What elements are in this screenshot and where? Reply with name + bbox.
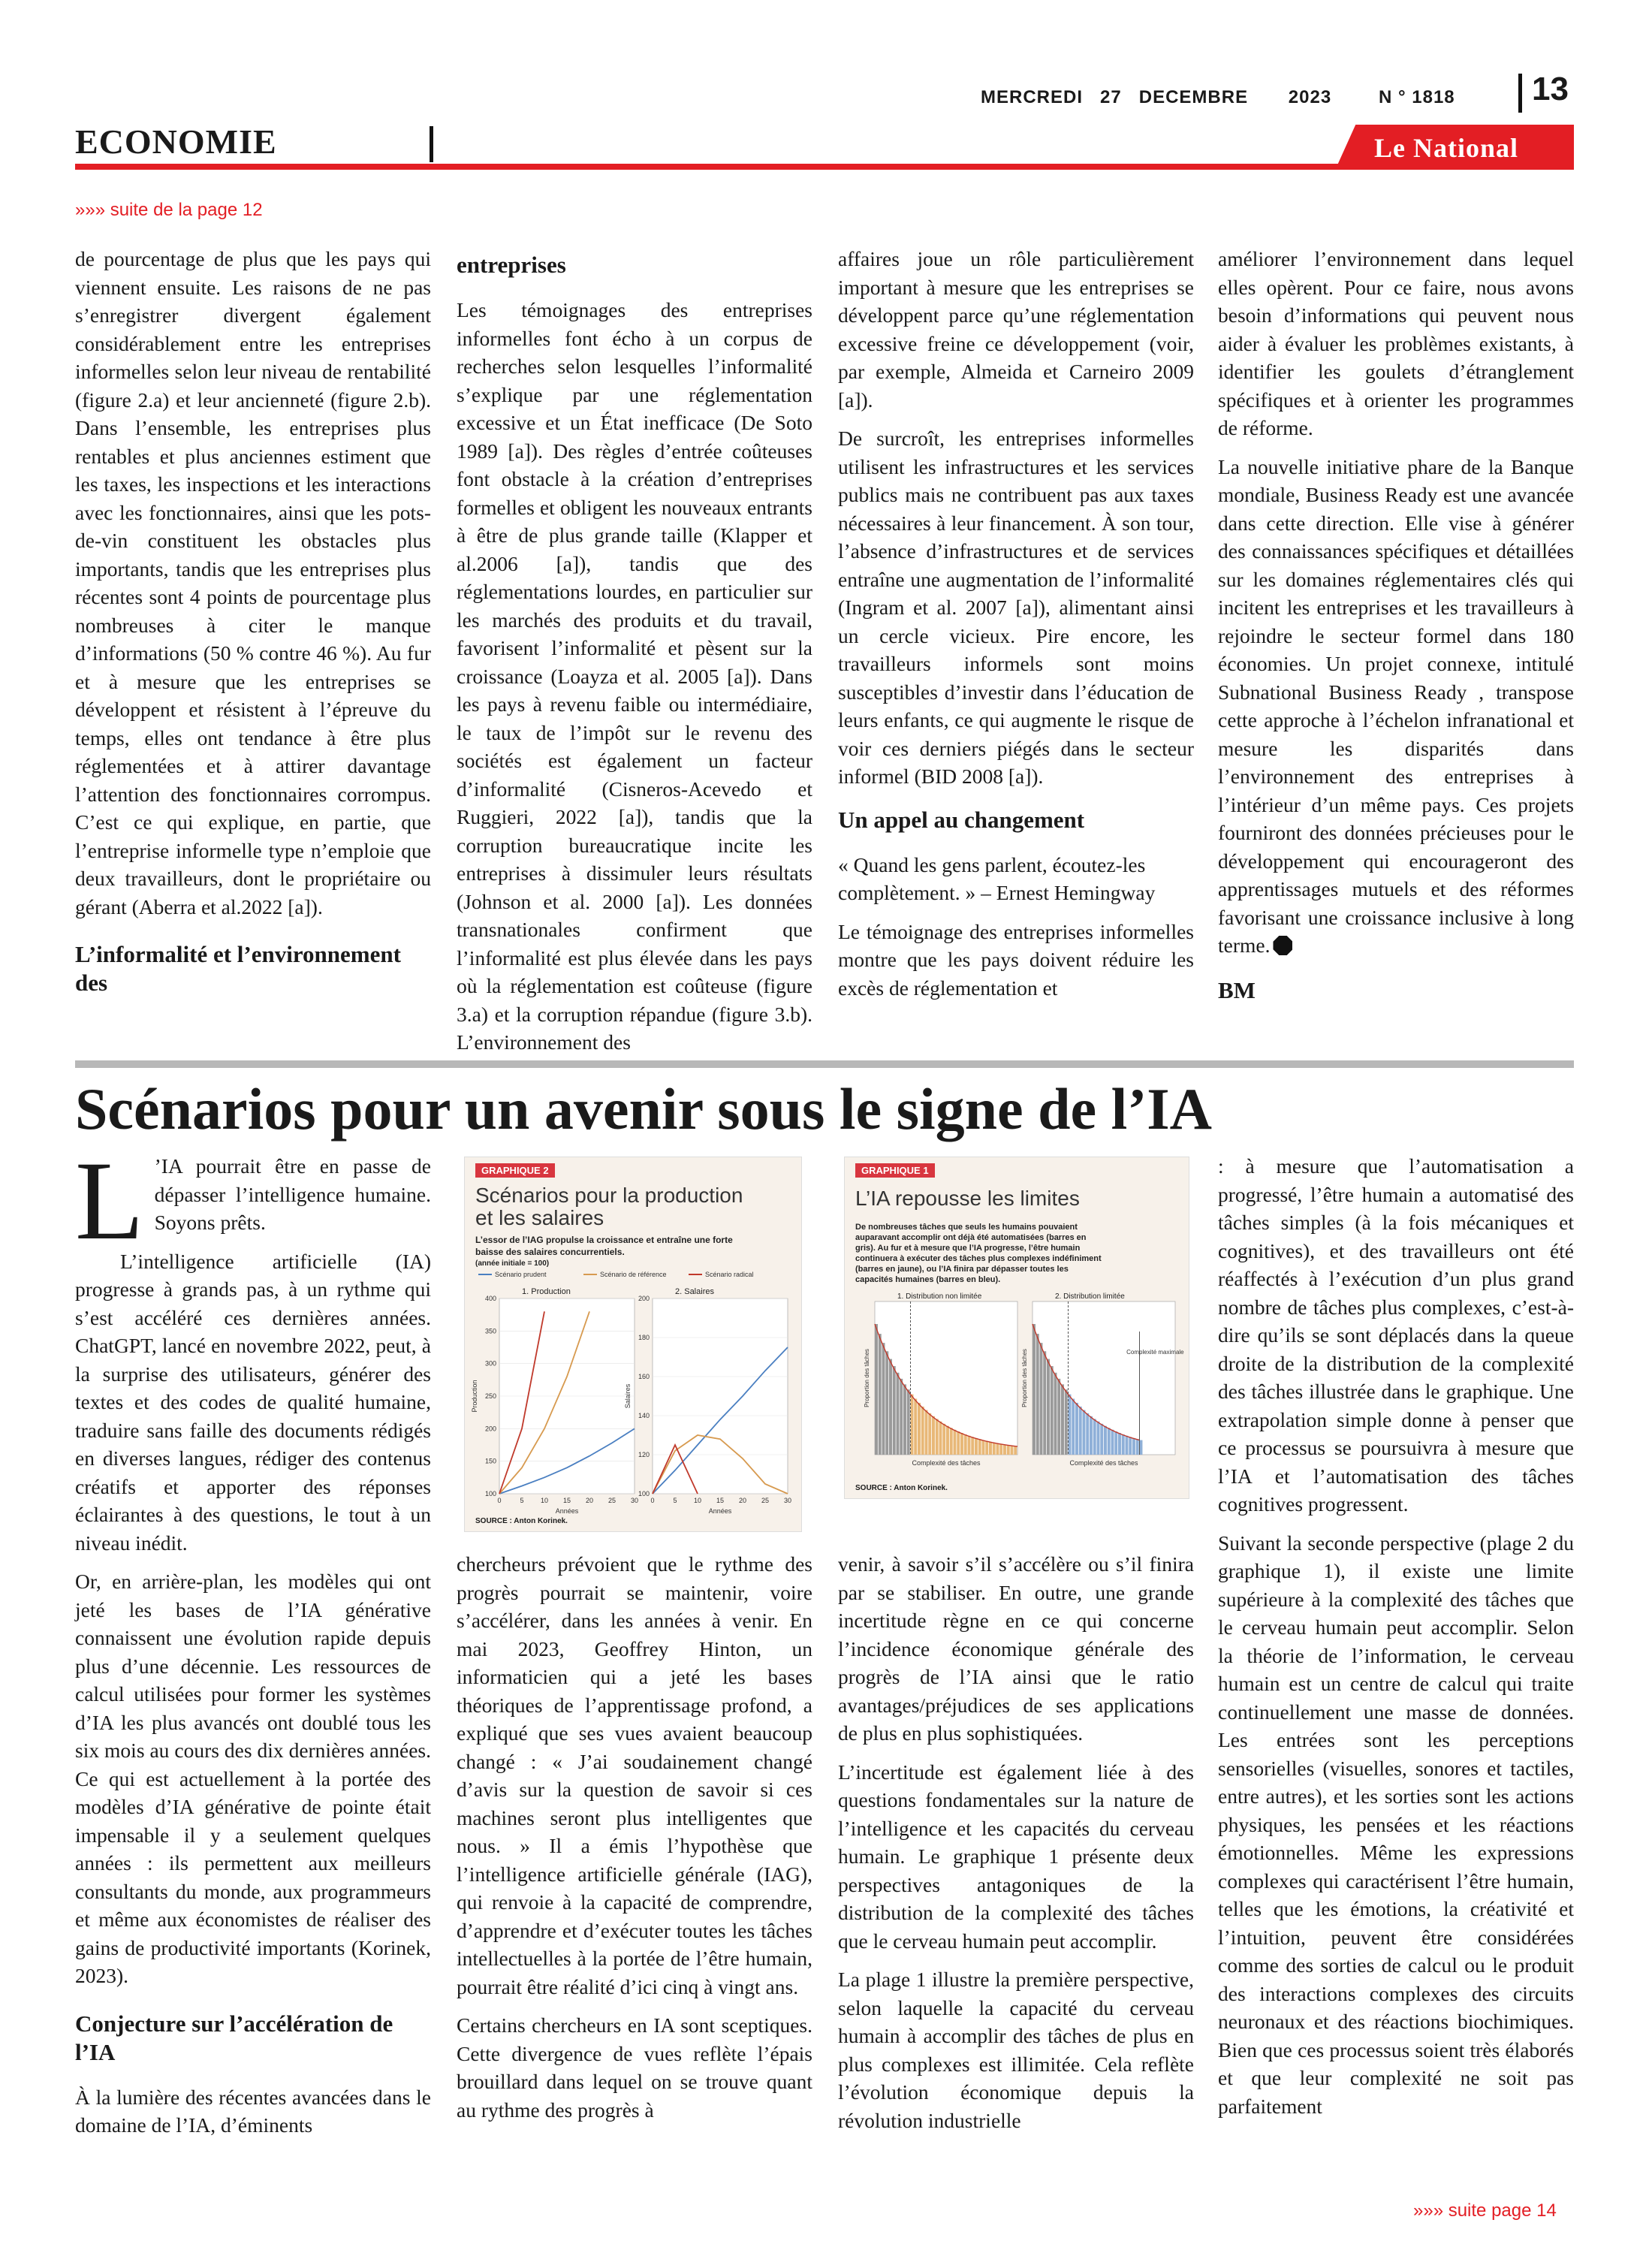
article1-column-3 bbox=[838, 245, 1194, 1012]
figure1-chart bbox=[845, 1289, 1189, 1499]
distribution-bar bbox=[1100, 1424, 1103, 1455]
subheading: Un appel au changement bbox=[838, 806, 1085, 833]
distribution-bar bbox=[1072, 1398, 1075, 1455]
x-axis-label: Complexité des tâches bbox=[1069, 1459, 1138, 1467]
distribution-bar bbox=[879, 1334, 882, 1455]
distribution-bar bbox=[1140, 1440, 1143, 1455]
distribution-bar bbox=[950, 1428, 953, 1455]
limit-label: Complexité maximale bbox=[1126, 1349, 1184, 1356]
article2-column-4 bbox=[1218, 1152, 1574, 2131]
section-title: ECONOMIE bbox=[75, 122, 277, 161]
distribution-bar bbox=[1003, 1444, 1006, 1455]
section-divider bbox=[430, 126, 433, 162]
distribution-bar bbox=[900, 1379, 903, 1455]
subtitle-line: capacités humaines (barres en bleu). bbox=[855, 1275, 1001, 1284]
x-tick-label: 15 bbox=[562, 1497, 571, 1504]
distribution-bar bbox=[975, 1438, 978, 1455]
subheading: L’informalité et l’environnement des bbox=[75, 941, 401, 996]
paragraph: Suivant la seconde perspective (plage 2 du graphique 1), il existe une limite supérieure à la complexité des tâches que le cerveau humain peut accomplir. Selon la théorie de l’information, le cerveau humain est un centre de calcul qui traite continuellement une masse de données. Les entrées sont les perceptions sensorielles (visuelles, sonores et tactiles, entre autres), et les sorties sont les actions physiques, les pensées et les réactions émotionnelles. Même les expressions complexes qui caractérisent l’être humain, telles que les émotions, la créativité et l’intuition, peuvent être considérées comme des sorties de calcul ou le produit des interactions complexes des circuits neuronaux et des réactions biochimiques. Bien que ces processus soient très élaborés et que leur complexité ne soit pas parfaitement bbox=[1218, 1531, 1574, 2118]
paragraph: améliorer l’environnement dans lequel elles opèrent. Pour ce faire, nous avons besoin d’informations qui peuvent nous aider à évaluer les problèmes existants, à identifier les goulets d’étranglement spécifiques et à orienter les programmes de réforme. bbox=[1218, 247, 1574, 439]
paragraph: venir, à savoir s’il s’accélère ou s’il finira par se stabiliser. En outre, une grande incertitude règne en ce qui concerne l’incidence économique générale des progrès de l’IA ainsi que le ratio avantages/préjudices de ses applications de plus en plus sophistiquées. bbox=[838, 1552, 1194, 1745]
subheading: Conjecture sur l’accélération de l’IA bbox=[75, 2010, 393, 2065]
article1-column-1 bbox=[75, 245, 431, 1014]
paragraph: L’incertitude est également liée à des questions fondamentales sur la nature de l’intelligence et les capacités du cerveau humain. Le graphique 1 présente deux perspectives antagoniques de la distribution de la complexité des tâches que le cerveau humain peut accomplir. bbox=[838, 1760, 1194, 1953]
distribution-bar bbox=[914, 1398, 917, 1455]
distribution-bar bbox=[957, 1431, 960, 1455]
distribution-bar bbox=[1097, 1422, 1100, 1455]
x-tick-label: 0 bbox=[497, 1497, 502, 1504]
paragraph: de pourcentage de plus que les pays qui viennent ensuite. Les raisons de ne pas s’enregistrer divergent également considérablement entre les entreprises informelles selon leur niveau de rentabilité (figure 2.a) et leur ancienneté (figure 2.b). Dans l’ensemble, les entreprises plus rentables et plus anciennes estiment que les taxes, les inspections et les interactions avec les fonctionnaires, ainsi que les pots-de-vin constituent les obstacles plus importants, tandis que les entreprises plus récentes sont 4 points de pourcentage plus nombreuses à citer le manque d’informations (50 % contre 46 %). Au fur et à mesure que les entreprises se développent et résistent à l’épreuve du temps, elles ont tendance à être plus réglementées et à attirer davantage l’attention des fonctionnaires corrompus. C’est ce qui explique, en partie, que l’entreprise informelle type n’emploie que deux travailleurs, dont le propriétaire ou gérant (Aberra et al.2022 [a]). bbox=[75, 247, 431, 918]
y-tick-label: 200 bbox=[638, 1295, 650, 1302]
distribution-bar bbox=[1069, 1395, 1072, 1455]
figure-title bbox=[475, 1184, 743, 1229]
distribution-bar bbox=[996, 1443, 999, 1455]
distribution-bar bbox=[889, 1359, 892, 1455]
distribution-bar bbox=[911, 1395, 914, 1455]
x-tick-label: 10 bbox=[693, 1497, 702, 1504]
figure-source: SOURCE : Anton Korinek. bbox=[855, 1484, 948, 1492]
subtitle-line: baisse des salaires concurrentiels. bbox=[475, 1247, 625, 1257]
legend-label: Scénario de référence bbox=[600, 1271, 667, 1278]
distribution-bar bbox=[999, 1444, 1002, 1455]
y-axis-label: Production bbox=[471, 1380, 478, 1413]
distribution-bar bbox=[921, 1407, 924, 1455]
distribution-bar bbox=[1122, 1434, 1125, 1455]
y-tick-label: 140 bbox=[638, 1412, 650, 1419]
distribution-bar bbox=[885, 1351, 888, 1455]
distribution-bar bbox=[1036, 1334, 1039, 1455]
y-tick-label: 350 bbox=[484, 1327, 496, 1335]
figure-note: (année initiale = 100) bbox=[475, 1259, 550, 1268]
distribution-bar bbox=[993, 1443, 996, 1455]
y-tick-label: 100 bbox=[484, 1490, 496, 1497]
x-tick-label: 25 bbox=[761, 1497, 770, 1504]
figure-tag: GRAPHIQUE 2 bbox=[475, 1163, 555, 1178]
y-axis-label: Proportion des tâches bbox=[1021, 1349, 1028, 1407]
paragraph: Or, en arrière-plan, les modèles qui ont jeté les bases de l’IA générative connaissent une évolution rapide depuis plus d’une décennie. Les ressources de calcul utilisées pour former les systèmes d’IA les plus avancés ont doublé tous les six mois au cours des dix dernières années. Ce qui est actuellement à la portée des modèles d’IA générative de pointe était impensable il y a seulement quelques années : ils permettent aux meilleurs consultants du monde, aux programmeurs et même aux économistes de réaliser des gains de productivité importants (Korinek, 2023). bbox=[75, 1570, 431, 1987]
distribution-bar bbox=[1065, 1389, 1068, 1455]
distribution-bar bbox=[1043, 1351, 1046, 1455]
distribution-bar bbox=[1111, 1430, 1114, 1455]
y-tick-label: 400 bbox=[484, 1295, 496, 1302]
distribution-bar bbox=[897, 1373, 900, 1455]
distribution-bar bbox=[982, 1440, 985, 1455]
distribution-bar bbox=[903, 1384, 906, 1455]
paragraph-text: La nouvelle initiative phare de la Banque mondiale, Business Ready est une avancée dans cette direction. Elle vise à générer des connaissances spécifiques et détaillées sur les domaines réglementaires clés qui incitent les entreprises et les travailleurs à rejoindre le secteur formel dans 180 économies. Un projet connexe, intitulé Subnational Business Ready , transpose cette approche à l’échelon infranational et mesure les disparités dans l’environnement des entreprises à l’intérieur d’un même pays. Ces projets fourniront des données précieuses pour le développement qui encourageront des apprentissages mutuels et des réformes favorisant une croissance inclusive à long terme. bbox=[1218, 454, 1574, 957]
issue-number: N ° 1818 bbox=[1379, 87, 1455, 107]
distribution-bar bbox=[1118, 1433, 1121, 1455]
figure-graphique-1 bbox=[844, 1157, 1189, 1499]
x-tick-label: 30 bbox=[783, 1497, 792, 1504]
plot-area bbox=[653, 1298, 788, 1494]
end-mark-icon bbox=[1273, 936, 1292, 955]
distribution-bar bbox=[1086, 1413, 1089, 1455]
distribution-bar bbox=[971, 1437, 974, 1455]
distribution-bar bbox=[1061, 1384, 1064, 1455]
distribution-bar bbox=[1007, 1445, 1010, 1455]
figure-tag: GRAPHIQUE 1 bbox=[855, 1163, 935, 1178]
distribution-bar bbox=[1032, 1324, 1036, 1455]
x-tick-label: 0 bbox=[650, 1497, 655, 1504]
article2-column-1 bbox=[75, 1139, 431, 2150]
paragraph: À la lumière des récentes avancées dans le domaine de l’IA, d’éminents bbox=[75, 2085, 431, 2137]
paragraph: affaires joue un rôle particulièrement important à mesure que les entreprises se développent parce qu’une réglementation excessive freine ce développement (voir, par exemple, Almeida et Carneiro 2009 [a]). bbox=[838, 247, 1194, 412]
x-tick-label: 25 bbox=[607, 1497, 616, 1504]
distribution-bar bbox=[1136, 1439, 1139, 1455]
distribution-bar bbox=[1054, 1373, 1057, 1455]
continued-link[interactable]: »»» suite page 14 bbox=[1413, 2200, 1557, 2221]
subtitle-line: De nombreuses tâches que seuls les humains pouvaient bbox=[855, 1223, 1078, 1232]
distribution-bar bbox=[1075, 1403, 1078, 1455]
article2-title: Scénarios pour un avenir sous le signe de l’IA bbox=[75, 1076, 1212, 1142]
paragraph: L’intelligence artificielle (IA) progresse à grands pas, à un rythme qui s’est accéléré ces dernières années. ChatGPT, lancé en novembre 2022, peut, à la surprise des utilisateurs, générer des textes et des codes de qualité humaine, traduire sans faille des documents rédigés en diverses langues, rédiger des contenus créatifs et apporter des réponses éclairantes à des questions, le tout à un niveau inédit. bbox=[75, 1249, 431, 1555]
x-axis-label: Complexité des tâches bbox=[912, 1459, 981, 1467]
paragraph: La plage 1 illustre la première perspective, selon laquelle la capacité du cerveau humain à accomplir des tâches de plus en plus complexes est illimitée. Cela reflète l’évolution économique depuis la révolution industrielle bbox=[838, 1968, 1194, 2132]
page-number-divider bbox=[1518, 74, 1522, 113]
distribution-bar bbox=[1083, 1410, 1086, 1455]
paragraph: Le témoignage des entreprises informelles montre que les pays doivent réduire les excès de réglementation et bbox=[838, 919, 1194, 1000]
article1-column-4 bbox=[1218, 245, 1574, 1021]
y-tick-label: 200 bbox=[484, 1425, 496, 1433]
figure-subtitle bbox=[475, 1234, 733, 1270]
x-tick-label: 15 bbox=[716, 1497, 725, 1504]
paragraph bbox=[1218, 453, 1574, 960]
x-tick-label: 30 bbox=[630, 1497, 639, 1504]
x-axis-label: Années bbox=[708, 1507, 732, 1515]
page-number: 13 bbox=[1532, 71, 1569, 107]
y-tick-label: 180 bbox=[638, 1334, 650, 1341]
article-separator bbox=[75, 1060, 1574, 1068]
distribution-bar bbox=[1057, 1379, 1060, 1455]
x-tick-label: 5 bbox=[673, 1497, 677, 1504]
figure-subtitle bbox=[855, 1222, 1102, 1285]
distribution-bar bbox=[932, 1416, 935, 1455]
distribution-bar bbox=[1126, 1436, 1129, 1455]
distribution-bar bbox=[1040, 1343, 1043, 1455]
distribution-bar bbox=[1132, 1438, 1135, 1455]
distribution-bar bbox=[893, 1366, 896, 1455]
distribution-bar bbox=[985, 1441, 988, 1455]
paragraph: Les témoignages des entreprises informelles font écho à un corpus de recherches selon lesquelles l’informalité s’explique par une réglementation excessive et un État inefficace (De Soto 1989 [a]). Des règles d’entrée coûteuses font obstacle à la création d’entreprises formelles et obligent les nouveaux entrants à être de plus grande taille (Klapper et al.2006 [a]), tandis que des réglementations lourdes, en particulier sur les marchés des produits et du travail, favorisent l’informalité et pèsent sur la croissance (Loayza et al. 2005 [a]). Dans les pays à revenu faible ou intermédiaire, le taux de l’impôt sur le revenu des sociétés est également un facteur d’informalité (Cisneros-Acevedo et Ruggieri, 2022 [a]), tandis que la corruption bureaucratique incite les entreprises à dissimuler leurs résultats (Johnson et al. 2000 [a]). Les données transnationales confirment que l’informalité est plus élevée dans les pays où la réglementation est coûteuse (figure 3.a) et la corruption répandue (figure 3.b). L’environnement des bbox=[457, 298, 812, 1054]
distribution-bar bbox=[907, 1389, 910, 1455]
distribution-bar bbox=[964, 1434, 967, 1455]
distribution-bar bbox=[978, 1439, 981, 1455]
distribution-bar bbox=[1014, 1446, 1017, 1455]
distribution-bar bbox=[1093, 1419, 1096, 1455]
panel-title: 2. Salaires bbox=[675, 1287, 714, 1296]
subtitle-line: gris). Au fur et à mesure que l’IA progresse, l’être humain bbox=[855, 1244, 1081, 1253]
legend-label: Scénario radical bbox=[705, 1271, 754, 1278]
x-tick-label: 10 bbox=[540, 1497, 549, 1504]
distribution-bar bbox=[1011, 1446, 1014, 1455]
dropcap: L bbox=[75, 1139, 144, 1263]
subtitle-line: auparavant accomplir ont déjà été automatisées (barres en bbox=[855, 1233, 1087, 1242]
article2-column-3 bbox=[838, 1550, 1194, 2145]
distribution-bar bbox=[946, 1426, 949, 1455]
distribution-bar bbox=[1108, 1428, 1111, 1455]
figure-graphique-2 bbox=[464, 1157, 802, 1532]
continued-from[interactable]: »»» suite de la page 12 bbox=[75, 200, 263, 220]
distribution-bar bbox=[1129, 1437, 1132, 1455]
y-axis-label: Salaires bbox=[624, 1383, 632, 1409]
figure-source: SOURCE : Anton Korinek. bbox=[475, 1517, 568, 1525]
figure2-chart bbox=[465, 1268, 802, 1524]
distribution-bar bbox=[1114, 1431, 1117, 1455]
y-tick-label: 120 bbox=[638, 1451, 650, 1458]
lead-paragraph bbox=[75, 1139, 431, 1263]
distribution-bar bbox=[954, 1430, 957, 1455]
distribution-bar bbox=[960, 1433, 963, 1455]
lead-text: ’IA pourrait être en passe de dépasser l’intelligence humaine. Soyons prêts. bbox=[154, 1154, 431, 1234]
distribution-bar bbox=[968, 1436, 971, 1455]
y-tick-label: 160 bbox=[638, 1373, 650, 1380]
distribution-bar bbox=[936, 1419, 939, 1455]
x-axis-label: Années bbox=[555, 1507, 579, 1515]
distribution-bar bbox=[1090, 1416, 1093, 1455]
distribution-bar bbox=[1051, 1366, 1054, 1455]
distribution-bar bbox=[928, 1413, 931, 1455]
figure-title-line: et les salaires bbox=[475, 1206, 604, 1229]
distribution-bar bbox=[942, 1424, 945, 1455]
panel-title: 1. Distribution non limitée bbox=[897, 1292, 982, 1301]
y-tick-label: 100 bbox=[638, 1490, 650, 1497]
x-tick-label: 20 bbox=[738, 1497, 747, 1504]
paragraph: chercheurs prévoient que le rythme des progrès pourrait se maintenir, voire s’accélérer, dans les années à venir. En mai 2023, Geoffrey Hinton, un informaticien qui a jeté les bases théoriques de l’apprentissage profond, a expliqué que ses vues avaient beaucoup changé : « J’ai soudainement changé d’avis sur la question de savoir si ces machines seront plus intelligentes que nous. » Il a émis l’hypothèse que l’intelligence artificielle générale (IAG), qui renvoie à la capacité de comprendre, d’apprendre et d’exécuter toutes les tâches intellectuelles à la portée de l’être humain, pourrait être réalité d’ici cinq à vingt ans. bbox=[457, 1552, 812, 1998]
distribution-bar bbox=[918, 1403, 921, 1455]
distribution-bar bbox=[939, 1422, 942, 1455]
article1-column-2 bbox=[457, 245, 812, 1067]
quote: « Quand les gens parlent, écoutez-les complètement. » – Ernest Hemingway bbox=[838, 852, 1156, 904]
distribution-bar bbox=[1104, 1426, 1107, 1455]
brand-name: Le National bbox=[1374, 133, 1519, 163]
paragraph: : à mesure que l’automatisation a progressé, l’être humain a automatisé des tâches simples (à la fois mécaniques et cognitives), et des travailleurs ont été réaffectés à l’exécution d’un plus grand nombre de tâches plus complexes, c’est-à-dire qu’ils se sont déplacés dans la queue droite de la distribution de la complexité des tâches illustrée dans le graphique. Une extrapolation simple donne à penser que ce processus se poursuivra à mesure que l’IA et l’automatisation des tâches cognitives progressent. bbox=[1218, 1154, 1574, 1516]
subtitle-line: (barres en jaune), ou l’IA finira par dépasser toutes les bbox=[855, 1265, 1069, 1274]
article2-column-2 bbox=[457, 1550, 812, 2134]
x-tick-label: 20 bbox=[585, 1497, 594, 1504]
distribution-bar bbox=[925, 1410, 928, 1455]
paragraph: Certains chercheurs en IA sont sceptiques. Cette divergence de vues reflète l’épais brouillard dans lequel on se trouve quant au rythme des progrès à bbox=[457, 2013, 812, 2122]
issue-date: MERCREDI 27 DECEMBRE 2023 bbox=[981, 87, 1332, 107]
subheading-continued: entreprises bbox=[457, 252, 566, 278]
y-tick-label: 300 bbox=[484, 1359, 496, 1368]
figure-title: L’IA repousse les limites bbox=[855, 1187, 1080, 1210]
subtitle-line: continuera à exécuter des tâches plus complexes indéfiniment bbox=[855, 1254, 1102, 1263]
distribution-bar bbox=[1047, 1359, 1050, 1455]
distribution-bar bbox=[989, 1442, 992, 1455]
panel-title: 2. Distribution limitée bbox=[1055, 1292, 1125, 1301]
y-tick-label: 250 bbox=[484, 1392, 496, 1400]
paragraph: De surcroît, les entreprises informelles utilisent les infrastructures et les services publics mais ne contribuent pas aux taxes nécessaires à leur financement. À son tour, l’absence d’infrastructures et de services entraîne une augmentation de l’informalité (Ingram et al. 2007 [a]), alimentant ainsi un cercle vicieux. Pire encore, les travailleurs informels sont moins susceptibles d’investir dans l’éducation de leurs enfants, ce qui augmente le risque de voir ces derniers piégés dans le secteur informel (BID 2008 [a]). bbox=[838, 427, 1194, 788]
y-axis-label: Proportion des tâches bbox=[864, 1349, 870, 1407]
y-tick-label: 150 bbox=[484, 1457, 496, 1465]
x-tick-label: 5 bbox=[520, 1497, 524, 1504]
legend-label: Scénario prudent bbox=[495, 1271, 547, 1278]
figure-title-line: Scénarios pour la production bbox=[475, 1184, 743, 1207]
panel-title: 1. Production bbox=[522, 1287, 571, 1296]
signature: BM bbox=[1218, 976, 1256, 1003]
distribution-bar bbox=[1079, 1407, 1082, 1455]
subtitle-line: L’essor de l’IAG propulse la croissance et entraîne une forte bbox=[475, 1235, 733, 1245]
distribution-bar bbox=[882, 1343, 885, 1455]
distribution-bar bbox=[875, 1324, 878, 1455]
